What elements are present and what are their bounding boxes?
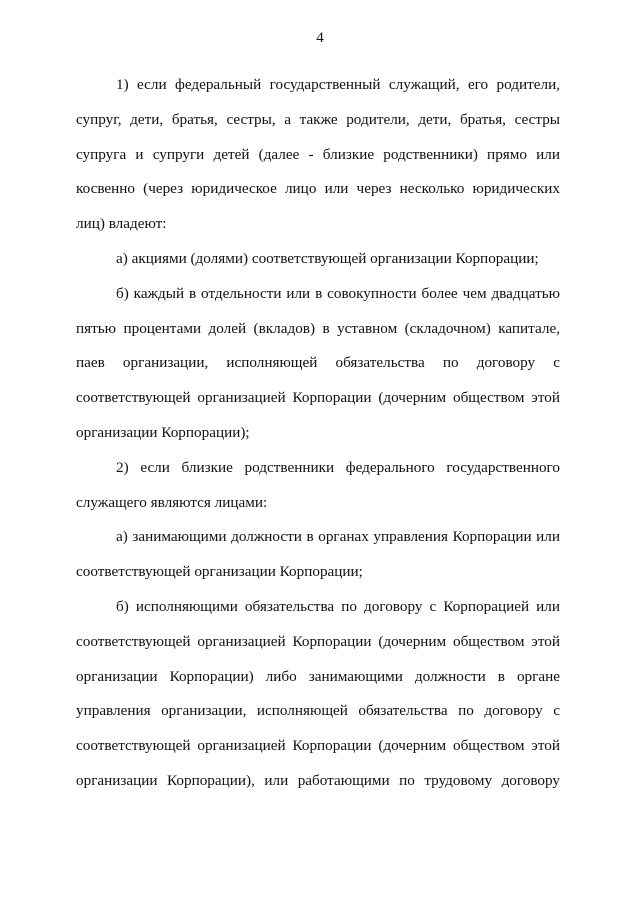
paragraph-item-2a: а) занимающими должности в органах управления Корпорации или соответствующей организации Корпорации; — [76, 528, 560, 581]
page-number: 4 — [316, 30, 324, 46]
paragraph-item-2: 2) если близкие родственники федерального государственного служащего являются лицами: — [76, 458, 560, 511]
paragraph-item-1: 1) если федеральный государственный служащий, его родители, супруг, дети, братья, сестры, а также родители, дети, братья, сестры супруга и супруги детей (далее - близкие родственники) прямо или косвенно (через юридическое лицо или через несколько юридических лиц) владеют: — [76, 76, 560, 233]
paragraph-item-1a: а) акциями (долями) соответствующей организации Корпорации; — [116, 249, 539, 267]
paragraph-item-2b: б) исполняющими обязательства по договору с Корпорацией или соответствующей организацией Корпорации (дочерним обществом этой организации Корпорации) либо занимающими должности в органе управления организации, исполняющей обязательства по договору с соответствующей организацией Корпорации (дочерним обществом этой организации Корпорации), или работающими по трудовому договору — [76, 597, 560, 789]
paragraph-item-1b: б) каждый в отдельности или в совокупности более чем двадцатью пятью процентами долей (вкладов) в уставном (складочном) капитале, паев организации, исполняющей обязательства по договору с соответствующей организацией Корпорации (дочерним обществом этой организации Корпорации); — [76, 284, 560, 441]
document-body — [76, 68, 560, 799]
